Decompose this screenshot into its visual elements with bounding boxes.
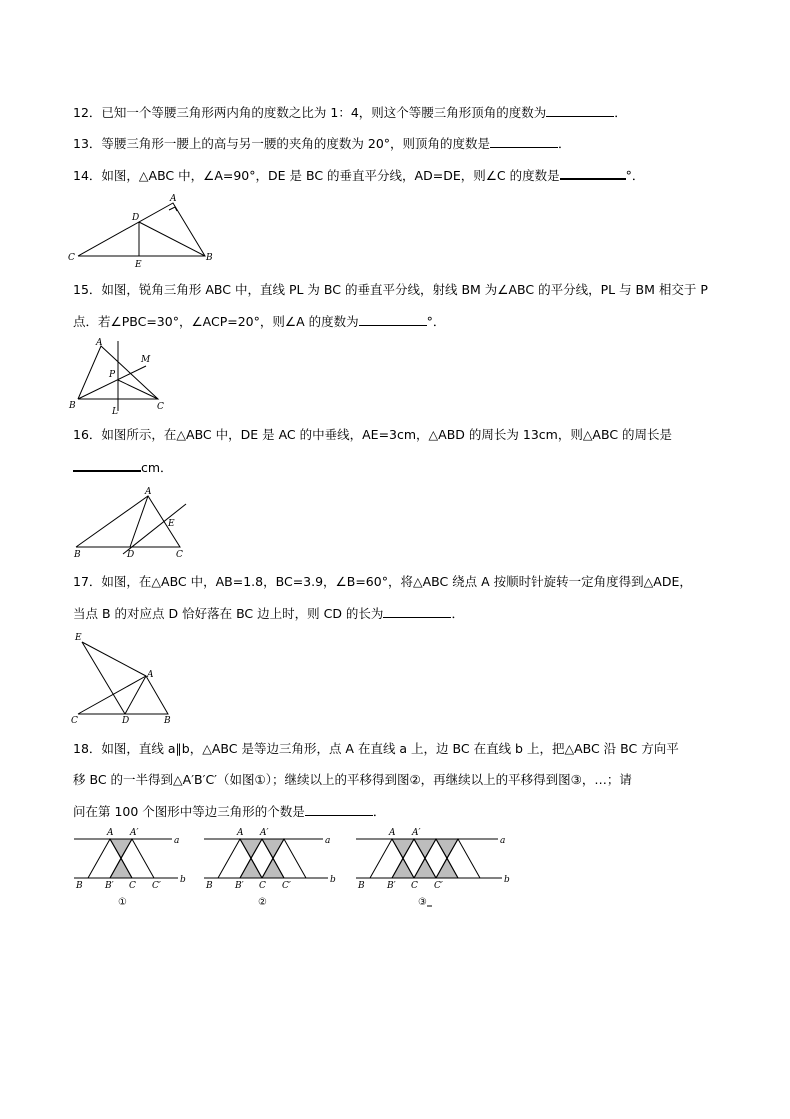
q16-figure: [68, 484, 198, 559]
q17-text-2: 当点 B 的对应点 D 恰好落在 BC 边上时，则 CD 的长为: [73, 606, 384, 621]
svg-text:a: a: [325, 836, 331, 846]
svg-text:a: a: [174, 836, 180, 846]
q18-text-2: 移 BC 的一半得到△A′B′C′（如图①）；继续以上的平移得到图②，再继续以上的平移得到图③，…；请: [73, 772, 632, 787]
question-17-line2: 当点 B 的对应点 D 恰好落在 BC 边上时，则 CD 的长为 ．: [73, 606, 464, 621]
q14-label-d: D: [132, 213, 140, 223]
q18-figure-1: [70, 825, 195, 910]
svg-text:A: A: [107, 828, 114, 838]
svg-text:B′: B′: [387, 881, 396, 891]
svg-text:A: A: [389, 828, 396, 838]
q14-text: 14．如图，△ABC 中，∠A=90°，DE 是 BC 的垂直平分线，AD=DE，则∠C 的度数是: [73, 168, 560, 183]
q18-caption-1: ①: [118, 897, 127, 908]
q15-label-c: C: [157, 402, 164, 412]
q15-text-1: 15．如图，锐角三角形 ABC 中，直线 PL 为 BC 的垂直平分线，射线 BM 为∠ABC 的平分线，PL 与 BM 相交于 P: [73, 282, 708, 297]
svg-text:A′: A′: [412, 828, 421, 838]
q12-text: 12．已知一个等腰三角形两内角的度数之比为 1：4，则这个等腰三角形顶角的度数为: [73, 105, 547, 120]
q17-label-e: E: [75, 633, 82, 643]
q15-label-m: M: [141, 355, 151, 365]
q17-label-a: A: [147, 670, 154, 680]
svg-text:C: C: [259, 881, 266, 891]
question-13: 13．等腰三角形一腰上的高与另一腰的夹角的度数为 20°，则顶角的度数是 ．: [73, 136, 571, 151]
q17-text-1: 17．如图，在△ABC 中，AB=1.8，BC=3.9，∠B=60°，将△ABC 绕点 A 按顺时针旋转一定角度得到△ADE，: [73, 574, 692, 589]
q15-figure: [68, 336, 168, 416]
q18-answer-blank[interactable]: [305, 803, 373, 816]
svg-text:A′: A′: [260, 828, 269, 838]
svg-text:C: C: [129, 881, 136, 891]
q17-label-b: B: [164, 716, 171, 726]
svg-text:A: A: [237, 828, 244, 838]
q13-answer-blank[interactable]: [490, 135, 558, 148]
svg-text:C′: C′: [152, 881, 161, 891]
q18-figure-2: [200, 825, 350, 910]
q18-caption-2: ②: [258, 897, 267, 908]
q14-label-a: A: [170, 194, 177, 204]
question-15-line1: [73, 282, 708, 298]
q17-answer-blank[interactable]: [383, 605, 451, 618]
q16-label-e: E: [168, 519, 175, 529]
q18-figure-3: [352, 825, 527, 910]
svg-text:b: b: [504, 875, 510, 885]
q14-answer-blank[interactable]: [560, 166, 626, 180]
q16-text-1: 16．如图所示，在△ABC 中，DE 是 AC 的中垂线，AE=3cm，△ABD 的周长为 13cm，则△ABC 的周长是: [73, 427, 673, 442]
svg-text:B: B: [76, 881, 83, 891]
q13-text: 13．等腰三角形一腰上的高与另一腰的夹角的度数为 20°，则顶角的度数是: [73, 136, 491, 151]
q18-text-3: 问在第 100 个图形中等边三角形的个数是: [73, 804, 305, 819]
q14-label-e: E: [135, 260, 142, 270]
q17-figure: [68, 630, 183, 725]
svg-text:C: C: [411, 881, 418, 891]
q15-answer-blank[interactable]: [359, 313, 427, 326]
svg-text:C′: C′: [282, 881, 291, 891]
question-18-line3: 问在第 100 个图形中等边三角形的个数是 ．: [73, 804, 386, 819]
svg-text:B′: B′: [235, 881, 244, 891]
q16-label-c: C: [176, 550, 183, 560]
q14-label-b: B: [206, 253, 213, 263]
q15-label-p: P: [109, 370, 116, 380]
svg-text:B: B: [358, 881, 365, 891]
svg-text:b: b: [180, 875, 186, 885]
q15-label-l: L: [112, 407, 118, 417]
q17-label-d: D: [122, 716, 130, 726]
q16-answer-blank[interactable]: [73, 458, 141, 472]
svg-text:C′: C′: [434, 881, 443, 891]
question-12: 12．已知一个等腰三角形两内角的度数之比为 1：4，则这个等腰三角形顶角的度数为 ．: [73, 105, 627, 120]
q18-caption-3: ③: [418, 897, 427, 908]
q15-label-a: A: [96, 338, 103, 348]
svg-text:B′: B′: [105, 881, 114, 891]
q15-text-2: 点．若∠PBC=30°，∠ACP=20°，则∠A 的度数为: [73, 314, 359, 329]
q17-label-c: C: [71, 716, 78, 726]
q14-label-c: C: [68, 253, 75, 263]
svg-text:A′: A′: [130, 828, 139, 838]
question-17-line1: [73, 574, 692, 590]
question-16-line1: [73, 427, 672, 443]
question-18-line2: [73, 772, 632, 788]
svg-text:B: B: [206, 881, 213, 891]
q12-answer-blank[interactable]: [546, 104, 614, 117]
q16-label-a: A: [145, 487, 152, 497]
q16-label-d: D: [127, 550, 135, 560]
q15-label-b: B: [69, 401, 76, 411]
question-15-line2: 点．若∠PBC=30°，∠ACP=20°，则∠A 的度数为 °．: [73, 314, 446, 329]
question-16-line2: cm．: [73, 458, 173, 476]
q16-label-b: B: [74, 550, 81, 560]
svg-text:b: b: [330, 875, 336, 885]
question-14: 14．如图，△ABC 中，∠A=90°，DE 是 BC 的垂直平分线，AD=DE，则∠C 的度数是 °．: [73, 168, 645, 183]
question-18-line1: [73, 741, 679, 757]
svg-text:a: a: [500, 836, 506, 846]
q18-text-1: 18．如图，直线 a∥b，△ABC 是等边三角形，点 A 在直线 a 上，边 BC 在直线 b 上，把△ABC 沿 BC 方向平: [73, 741, 679, 756]
q14-figure: [68, 193, 218, 268]
